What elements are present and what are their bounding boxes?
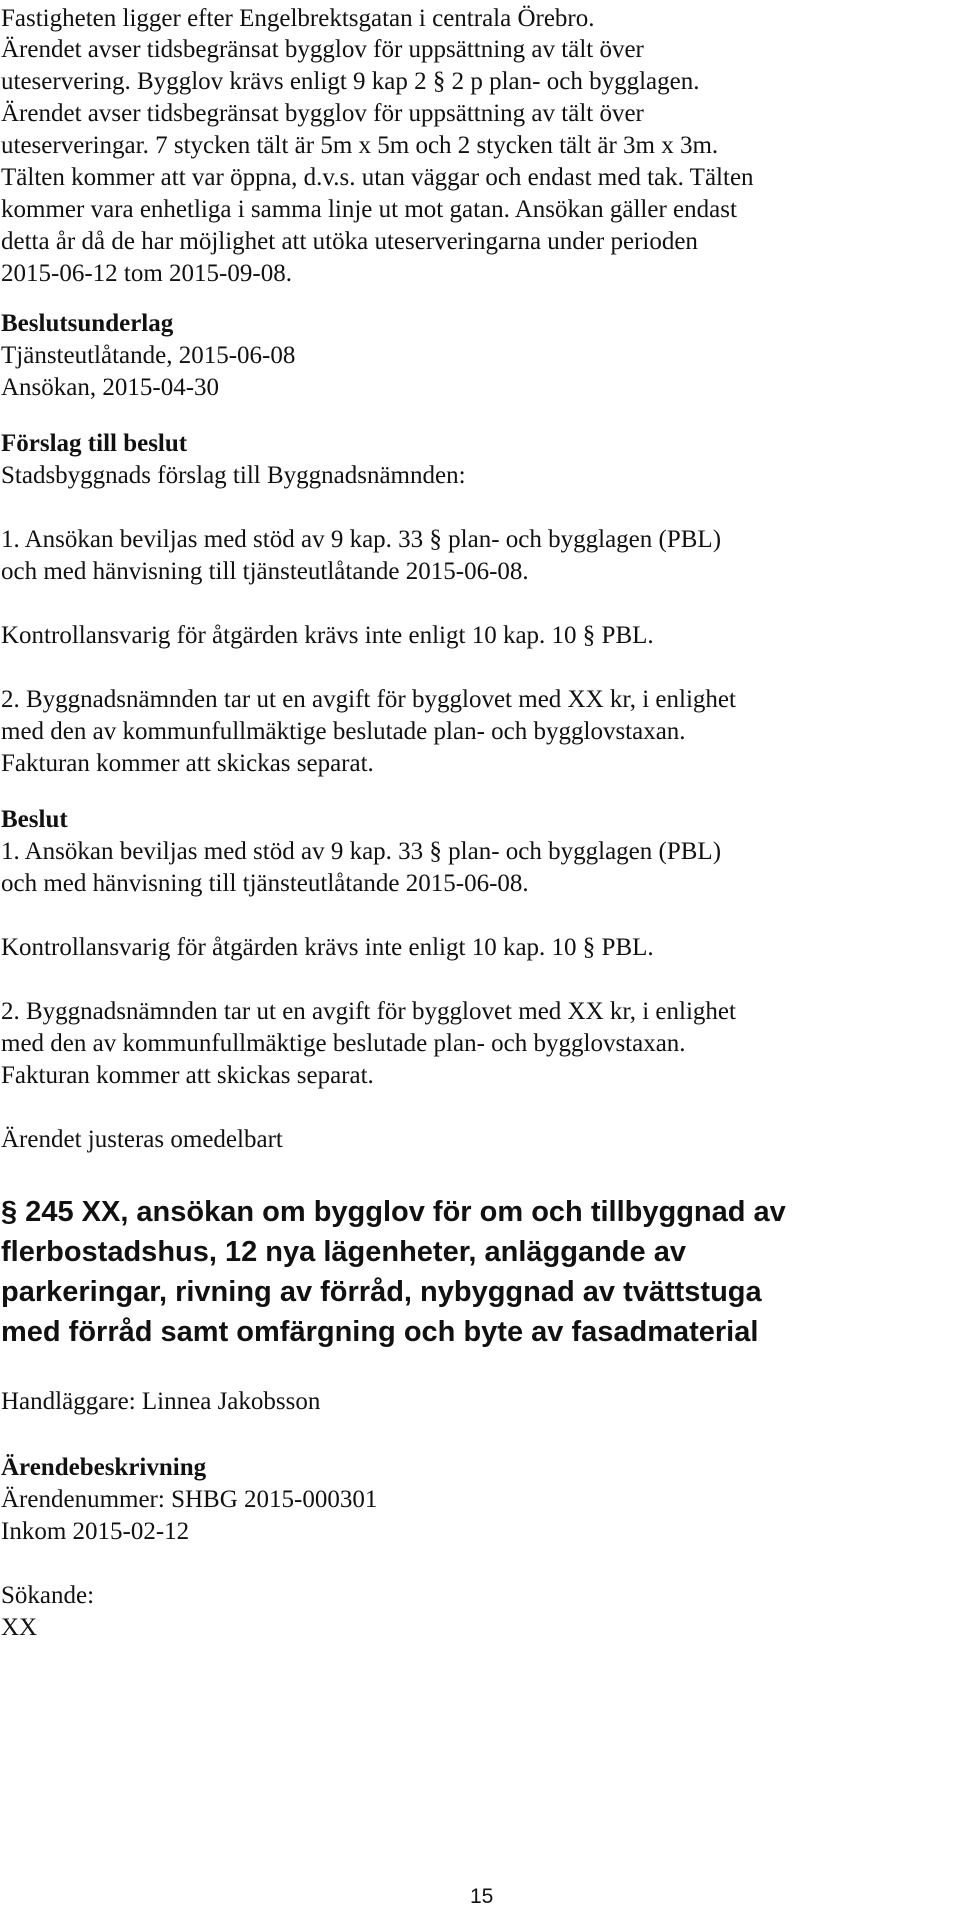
intro-line: uteserveringar. 7 stycken tält är 5m x 5m och 2 stycken tält är 3m x 3m. — [1, 132, 719, 159]
intro-line: uteservering. Bygglov krävs enligt 9 kap 2 § 2 p plan- och bygglagen. — [1, 68, 700, 95]
beslut-justering: Ärendet justeras omedelbart — [1, 1126, 283, 1153]
forslag-point1-line: och med hänvisning till tjänsteutlåtande 2015-06-08. — [1, 558, 529, 585]
beslut-heading: Beslut — [1, 806, 68, 833]
sokande-value: XX — [1, 1614, 38, 1641]
beslut-point2-line: Fakturan kommer att skickas separat. — [1, 1062, 374, 1089]
case-title-line: § 245 XX, ansökan om bygglov för om och tillbyggnad av — [1, 1196, 786, 1228]
intro-line: detta år då de har möjlighet att utöka uteserveringarna under perioden — [1, 228, 698, 255]
intro-line: Fastigheten ligger efter Engelbrektsgatan i centrala Örebro. — [1, 5, 595, 32]
arendebeskrivning-heading: Ärendebeskrivning — [1, 1454, 207, 1481]
handlaggare: Handläggare: Linnea Jakobsson — [1, 1388, 321, 1415]
beslutsunderlag-heading: Beslutsunderlag — [1, 310, 174, 337]
case-title-line: parkeringar, rivning av förråd, nybyggnad av tvättstuga — [1, 1276, 762, 1308]
intro-line: 2015-06-12 tom 2015-09-08. — [1, 260, 292, 287]
intro-line: Ärendet avser tidsbegränsat bygglov för uppsättning av tält över — [1, 36, 644, 63]
beslut-kontrollansvarig: Kontrollansvarig för åtgärden krävs inte enligt 10 kap. 10 § PBL. — [1, 934, 654, 961]
forslag-heading: Förslag till beslut — [1, 430, 188, 457]
beslutsunderlag-item: Ansökan, 2015-04-30 — [1, 374, 220, 401]
intro-line: Ärendet avser tidsbegränsat bygglov för uppsättning av tält över — [1, 100, 644, 127]
beslut-point1-line: och med hänvisning till tjänsteutlåtande 2015-06-08. — [1, 870, 529, 897]
beslutsunderlag-item: Tjänsteutlåtande, 2015-06-08 — [1, 342, 296, 369]
beslut-point2-line: med den av kommunfullmäktige beslutade plan- och bygglovstaxan. — [1, 1030, 686, 1057]
beslut-point2-line: 2. Byggnadsnämnden tar ut en avgift för bygglovet med XX kr, i enlighet — [1, 998, 736, 1025]
sokande-label: Sökande: — [1, 1582, 95, 1609]
forslag-point2-line: Fakturan kommer att skickas separat. — [1, 750, 374, 777]
page-number: 15 — [470, 1885, 494, 1908]
arendenummer: Ärendenummer: SHBG 2015-000301 — [1, 1486, 378, 1513]
forslag-point1-line: 1. Ansökan beviljas med stöd av 9 kap. 33 § plan- och bygglagen (PBL) — [1, 526, 722, 553]
case-title-line: flerbostadshus, 12 nya lägenheter, anläggande av — [1, 1236, 686, 1268]
inkom-date: Inkom 2015-02-12 — [1, 1518, 190, 1545]
forslag-point2-line: 2. Byggnadsnämnden tar ut en avgift för bygglovet med XX kr, i enlighet — [1, 686, 736, 713]
beslut-point1-line: 1. Ansökan beviljas med stöd av 9 kap. 33 § plan- och bygglagen (PBL) — [1, 838, 722, 865]
forslag-intro: Stadsbyggnads förslag till Byggnadsnämnden: — [1, 462, 466, 489]
forslag-point2-line: med den av kommunfullmäktige beslutade plan- och bygglovstaxan. — [1, 718, 686, 745]
case-title-line: med förråd samt omfärgning och byte av fasadmaterial — [1, 1316, 759, 1348]
intro-line: kommer vara enhetliga i samma linje ut mot gatan. Ansökan gäller endast — [1, 196, 737, 223]
forslag-kontrollansvarig: Kontrollansvarig för åtgärden krävs inte enligt 10 kap. 10 § PBL. — [1, 622, 654, 649]
intro-line: Tälten kommer att var öppna, d.v.s. utan väggar och endast med tak. Tälten — [1, 164, 754, 191]
